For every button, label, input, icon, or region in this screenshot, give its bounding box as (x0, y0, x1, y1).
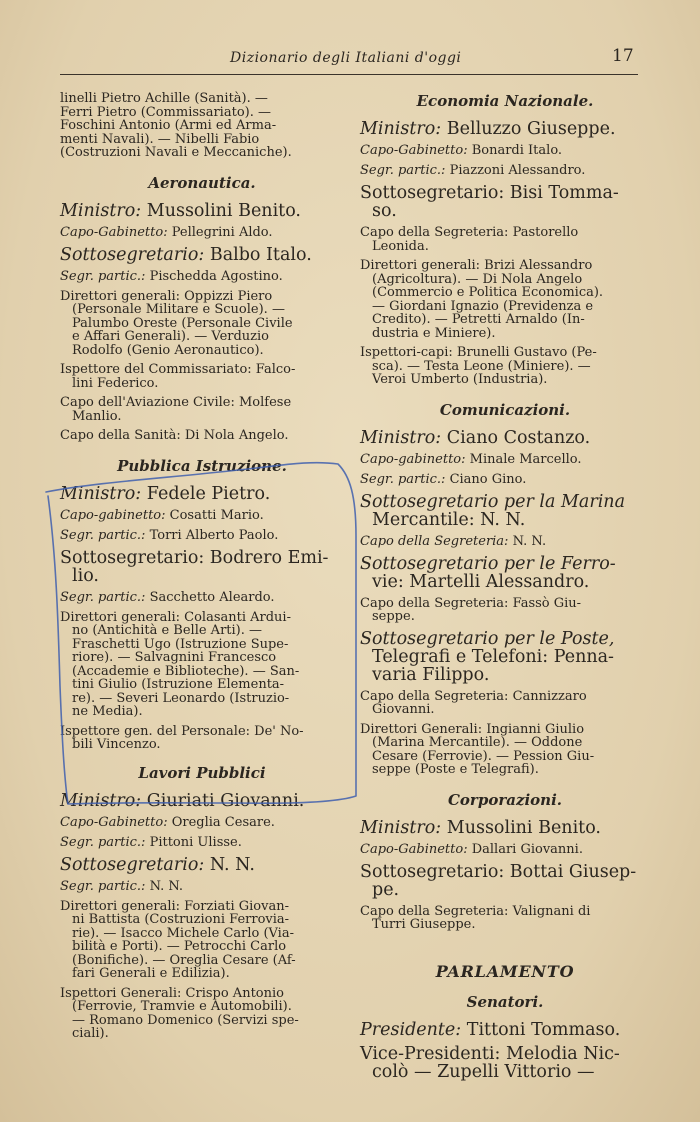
role-line (60, 591, 344, 605)
role-label: Segr. partic.: (60, 527, 146, 543)
text-line: seppe (Poste e Telegrafi). (372, 762, 539, 777)
person-name: Pischedda Agostino. (149, 268, 283, 284)
text-line: (Agricoltura). — Di Nola Angelo (372, 271, 583, 287)
text-line: lini Federico. (72, 375, 159, 391)
text-line: — Romano Domenico (Servizi spe- (72, 1012, 299, 1028)
undersecretary-line-continued: varia Filippo. (372, 664, 490, 685)
text-line: Direttori Generali: Ingianni Giulio (360, 721, 585, 737)
role-label: Ministro: (60, 200, 142, 221)
person-name: Balbo Italo. (209, 244, 312, 265)
text-line: Manlio. (72, 408, 122, 424)
role-label: Capo-Gabinetto: (360, 841, 468, 857)
section-heading: Comunicazioni. (439, 400, 571, 419)
undersecretary-line-continued: vie: Martelli Alessandro. (372, 571, 590, 592)
directors-paragraph (60, 900, 344, 981)
text-line: Palumbo Oreste (Personale Civile (72, 315, 293, 331)
text-line: menti Navali). — Nibelli Fabio (60, 131, 260, 147)
undersecretary-line-continued: so. (372, 201, 397, 221)
section-parlamento (360, 962, 650, 1081)
section-comunicazioni (360, 401, 650, 777)
text-line: seppe. (372, 609, 415, 624)
person-name: Torri Alberto Paolo. (149, 527, 279, 543)
role-label: Capo-gabinetto: (60, 507, 166, 523)
text-line: ne Media). (72, 704, 143, 719)
text-line: riore). — Salvagnini Francesco (72, 650, 277, 665)
text-line: rie). — Isacco Michele Carlo (Via- (72, 925, 294, 941)
text-line: Ispettore del Commissariato: Falco- (60, 362, 296, 377)
text-line: (Commercio e Politica Economica). (372, 285, 604, 300)
running-title: Dizionario degli Italiani d'oggi (230, 50, 462, 66)
role-line (60, 816, 344, 830)
role-label: Segr. partic.: (360, 163, 446, 178)
right-column (360, 92, 650, 1081)
text-line: — Giordani Ignazio (Previdenza e (372, 298, 594, 314)
person-name: Dallari Giovanni. (471, 841, 583, 857)
directors-paragraph (60, 290, 344, 358)
directors-paragraph (360, 259, 650, 340)
person-name: Mussolini Benito. (446, 817, 601, 838)
text-line: Capo dell'Aviazione Civile: Molfese (60, 395, 292, 410)
role-label: Ministro: (360, 119, 442, 139)
person-name: Giuriati Giovanni. (146, 790, 305, 811)
text-line: Turri Giuseppe. (372, 917, 476, 932)
text-line: e Affari Generali). — Verduzio (72, 329, 269, 344)
directors-paragraph (60, 611, 344, 719)
role-line (360, 453, 650, 467)
section-heading: Aeronautica. (148, 173, 256, 192)
person-name: N. N. (512, 533, 547, 549)
role-label: Ministro: (60, 790, 142, 811)
undersecretary-line-continued: lio. (72, 565, 99, 586)
role-line (360, 535, 650, 549)
text-line: Ferri Pietro (Commissariato). — (60, 104, 271, 120)
text-line: Cesare (Ferrovie). — Pession Giu- (372, 748, 595, 764)
aviation-paragraph (60, 396, 344, 423)
vice-president-line: Vice-Presidenti: Melodia Nic- (360, 1043, 620, 1064)
undersecretary-line-continued: Mercantile: N. N. (372, 509, 526, 530)
undersecretary-line: Sottosegretario per le Ferro- (360, 553, 616, 574)
text-line: Ispettori-capi: Brunelli Gustavo (Pe- (360, 345, 597, 360)
person-name: Minale Marcello. (469, 451, 582, 467)
inspector-paragraph (60, 725, 344, 752)
text-line: ciali). (72, 1026, 109, 1041)
text-line: Foschini Antonio (Armi ed Arma- (60, 118, 277, 133)
text-line: no (Antichità e Belle Arti). — (72, 623, 262, 638)
text-line: tini Giulio (Istruzione Elementa- (72, 677, 285, 692)
section-heading: Lavori Pubblici (138, 763, 266, 782)
text-line: Direttori generali: Colasanti Ardui- (60, 609, 291, 625)
section-economia-nazionale (360, 92, 650, 387)
part-heading: PARLAMENTO (435, 961, 575, 981)
section-lavori-pubblici (60, 764, 344, 1041)
person-name: Sacchetto Aleardo. (149, 589, 275, 605)
person-name: Pellegrini Aldo. (171, 224, 273, 240)
inspector-paragraph (60, 363, 344, 390)
text-line: Ispettori Generali: Crispo Antonio (60, 985, 284, 1001)
role-label: Capo-gabinetto: (360, 451, 466, 467)
role-line (360, 164, 650, 178)
text-line: Credito). — Petretti Arnaldo (In- (372, 312, 585, 327)
role-label: Capo-Gabinetto: (60, 814, 168, 830)
role-label: Segr. partic.: (60, 878, 146, 894)
section-heading: Senatori. (466, 992, 544, 1011)
role-line (60, 226, 344, 240)
minister-line (60, 485, 344, 503)
person-name: N. N. (209, 854, 255, 875)
role-label: Ministro: (360, 817, 442, 838)
text-line: Capo della Segreteria: Cannizzaro (360, 688, 587, 704)
text-line: (Marina Mercantile). — Oddone (372, 735, 583, 750)
person-name: Piazzoni Alessandro. (449, 163, 586, 178)
minister-line (360, 429, 650, 447)
role-label: Segr. partic.: (60, 268, 146, 284)
role-label: Capo-Gabinetto: (360, 143, 468, 158)
role-label: Ministro: (60, 483, 142, 504)
person-name: Fedele Pietro. (146, 483, 271, 504)
role-label: Segr. partic.: (360, 471, 446, 487)
person-name: Pittoni Ulisse. (149, 834, 242, 850)
text-line: Giovanni. (372, 702, 435, 717)
person-name: Ciano Gino. (449, 471, 527, 487)
minister-line (60, 202, 344, 220)
role-line (60, 880, 344, 894)
text-line: Capo della Sanità: Di Nola Angelo. (60, 428, 289, 443)
undersecretary-line: Sottosegretario: Bottai Giusep- (360, 861, 637, 882)
vice-president-line-continued: colò — Zupelli Vittorio — (372, 1061, 595, 1082)
role-label: Sottosegretario: (60, 854, 205, 875)
text-line: Veroi Umberto (Industria). (372, 372, 548, 387)
secretariat-paragraph (360, 690, 650, 717)
role-label: Presidente: (360, 1019, 462, 1040)
text-line: bilità e Porti). — Petrocchi Carlo (72, 939, 287, 954)
undersecretary-line-continued: pe. (372, 879, 400, 900)
person-name: N. N. (149, 878, 184, 894)
minister-line (60, 792, 344, 810)
undersecretary-line: Sottosegretario per le Poste, (360, 628, 615, 649)
text-line: Fraschetti Ugo (Istruzione Supe- (72, 636, 289, 652)
text-line: Direttori generali: Forziati Giovan- (60, 898, 289, 914)
text-line: Ispettore gen. del Personale: De' No- (60, 723, 304, 739)
undersecretary-line: Sottosegretario: Bisi Tomma- (360, 183, 619, 203)
inspectors-paragraph (360, 346, 650, 387)
directors-paragraph (360, 723, 650, 777)
section-heading: Economia Nazionale. (416, 92, 594, 110)
text-line: Capo della Segreteria: Fassò Giu- (360, 595, 582, 611)
text-line: Direttori generali: Brizi Alessandro (360, 258, 593, 273)
section-corporazioni (360, 791, 650, 932)
text-line: ni Battista (Costruzioni Ferrovia- (72, 912, 290, 927)
role-line (60, 836, 344, 850)
text-line: Capo della Segreteria: Pastorello (360, 225, 579, 240)
undersecretary-line-continued: Telegrafi e Telefoni: Penna- (372, 646, 614, 667)
person-name: Belluzzo Giuseppe. (446, 119, 616, 139)
role-label: Ministro: (360, 427, 442, 448)
text-line: (Ferrovie, Tramvie e Automobili). (72, 999, 292, 1014)
text-line: bili Vincenzo. (72, 737, 161, 752)
inspectors-paragraph (60, 987, 344, 1041)
minister-line (360, 819, 650, 837)
person-name: Oreglia Cesare. (171, 814, 275, 830)
section-aeronautica (60, 174, 344, 443)
left-column (60, 92, 344, 1041)
text-line: re). — Severi Leonardo (Istruzio- (72, 690, 290, 706)
minister-line (360, 120, 650, 138)
undersecretary-line: Sottosegretario: Bodrero Emi- (60, 547, 329, 568)
text-line: (Accademie e Biblioteche). — San- (72, 663, 300, 679)
role-line (360, 843, 650, 857)
undersecretary-line (60, 246, 344, 264)
text-line: Rodolfo (Genio Aeronautico). (72, 342, 264, 358)
text-line: (Personale Militare e Scuole). — (72, 302, 285, 317)
secretariat-paragraph (360, 226, 650, 253)
undersecretary-line (60, 856, 344, 874)
text-line: dustria e Miniere). (372, 325, 496, 341)
role-label: Capo della Segreteria: (360, 533, 509, 549)
role-line (360, 144, 650, 158)
text-line: fari Generali e Edilizia). (72, 966, 230, 981)
role-line (60, 270, 344, 284)
role-line (360, 473, 650, 487)
page-header (0, 44, 700, 74)
page-number: 17 (612, 46, 634, 66)
section-heading: Pubblica Istruzione. (117, 456, 287, 475)
text-line: Leonida. (372, 238, 429, 254)
role-line (60, 529, 344, 543)
secretariat-paragraph (360, 905, 650, 932)
person-name: Cosatti Mario. (169, 507, 264, 523)
health-paragraph (60, 429, 344, 443)
person-name: Mussolini Benito. (146, 200, 301, 221)
person-name: Tittoni Tommaso. (466, 1019, 621, 1040)
text-line: Capo della Segreteria: Valignani di (360, 903, 591, 919)
continued-entry (60, 92, 344, 160)
text-line: Direttori generali: Oppizzi Piero (60, 288, 273, 304)
section-pubblica-istruzione (60, 457, 344, 752)
person-name: Bonardi Italo. (471, 143, 563, 158)
role-label: Segr. partic.: (60, 589, 146, 605)
undersecretary-line: Sottosegretario per la Marina (360, 491, 626, 512)
section-heading: Corporazioni. (447, 790, 562, 809)
role-label: Capo-Gabinetto: (60, 224, 168, 240)
role-line (60, 509, 344, 523)
person-name: Ciano Costanzo. (446, 427, 591, 448)
role-label: Segr. partic.: (60, 834, 146, 850)
text-line: (Bonifiche). — Oreglia Cesare (Af- (72, 952, 296, 968)
text-line: (Costruzioni Navali e Meccaniche). (60, 145, 292, 160)
president-line (360, 1021, 650, 1039)
text-line: sca). — Testa Leone (Miniere). — (372, 358, 591, 374)
role-label: Sottosegretario: (60, 244, 205, 265)
header-rule (60, 74, 638, 75)
secretariat-paragraph (360, 597, 650, 624)
text-line: linelli Pietro Achille (Sanità). — (60, 91, 268, 106)
